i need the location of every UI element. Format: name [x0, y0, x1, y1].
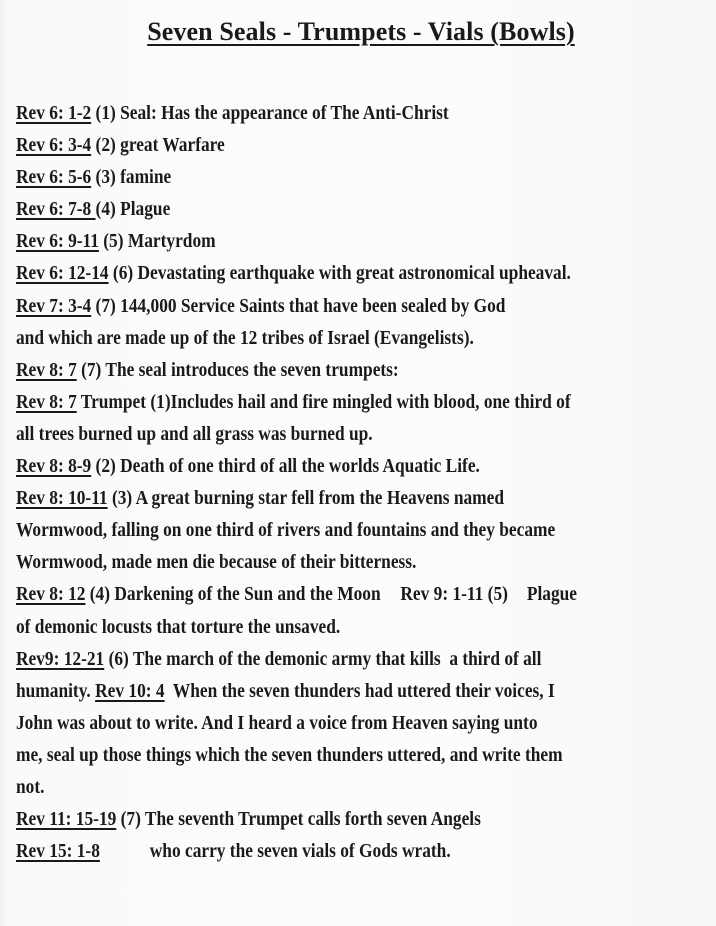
line-text: (2) great Warfare — [91, 134, 225, 157]
scripture-ref: Rev 8: 8-9 — [16, 455, 92, 478]
line-text: (7) The seventh Trumpet calls forth seven Angels — [116, 808, 481, 831]
line-text: (2) Death of one third of all the worlds Aquatic Life. — [91, 455, 480, 478]
line-text: Trumpet (1)Includes hail and fire mingled with blood, one third of — [76, 390, 571, 413]
line-vials — [16, 835, 618, 867]
line-seal-2 — [16, 129, 618, 161]
scripture-ref: Rev 6: 12-14 — [16, 262, 109, 285]
line-trumpet-6-cont — [16, 675, 618, 707]
line-text: (7) The seal introduces the seven trumpets: — [76, 358, 399, 381]
line-trumpet-1-cont — [16, 418, 618, 450]
line-text: me, seal up those things which the seven thunders uttered, and write them — [16, 743, 563, 766]
line-text: When the seven thunders had uttered their voices, I — [164, 679, 555, 702]
line-text: who carry the seven vials of Gods wrath. — [149, 840, 451, 863]
line-text: (3) A great burning star fell from the Heavens named — [107, 487, 505, 510]
line-text: of demonic locusts that torture the unsaved. — [16, 615, 341, 638]
line-thunders-cont-1 — [16, 707, 618, 739]
line-trumpet-3-cont-2 — [16, 546, 618, 578]
scripture-ref: Rev 6: 1-2 — [16, 102, 92, 124]
scripture-ref: Rev 8: 7 — [16, 358, 77, 381]
line-text: (4) Plague — [95, 198, 171, 221]
line-text: and which are made up of the 12 tribes of Israel (Evangelists). — [16, 326, 474, 349]
line-text: Plague — [526, 583, 578, 606]
line-text: (3) famine — [91, 166, 172, 189]
document-body — [16, 97, 716, 867]
line-text: Wormwood, made men die because of their bitterness. — [16, 551, 417, 574]
scripture-ref: Rev 10: 4 — [95, 679, 165, 702]
line-trumpets-intro — [16, 354, 618, 386]
line-text: (6) Devastating earthquake with great astronomical upheaval. — [108, 262, 571, 285]
line-trumpet-3-cont-1 — [16, 514, 618, 546]
line-text: Wormwood, falling on one third of rivers and fountains and they became — [16, 519, 556, 542]
line-thunders-cont-3 — [16, 771, 618, 803]
line-text: (6) The march of the demonic army that kills a third of all — [104, 647, 542, 670]
line-seal-7-cont — [16, 322, 618, 354]
line-trumpet-6 — [16, 643, 618, 675]
scripture-ref: Rev 6: 3-4 — [16, 134, 92, 157]
line-text: (1) Seal: Has the appearance of The Anti-Christ — [91, 102, 449, 124]
scripture-ref: Rev 6: 5-6 — [16, 166, 92, 189]
line-trumpet-3 — [16, 482, 618, 514]
line-text: (7) 144,000 Service Saints that have been sealed by God — [91, 294, 506, 317]
scripture-ref: Rev 6: 9-11 — [16, 230, 99, 253]
document-title — [0, 17, 716, 47]
scripture-ref: Rev 7: 3-4 — [16, 294, 92, 317]
line-trumpet-7 — [16, 803, 618, 835]
scripture-ref: Rev 11: 15-19 — [16, 808, 117, 831]
line-seal-4 — [16, 193, 618, 225]
scripture-ref: Rev 6: 7-8 — [16, 198, 96, 221]
line-trumpet-2 — [16, 450, 618, 482]
scripture-ref: Rev 15: 1-8 — [16, 840, 100, 863]
line-seal-5 — [16, 225, 618, 257]
line-text: all trees burned up and all grass was burned up. — [16, 422, 373, 445]
scripture-ref: Rev 8: 12 — [16, 583, 86, 606]
line-trumpet-5-cont — [16, 611, 618, 643]
line-trumpet-1 — [16, 386, 618, 418]
line-text: John was about to write. And I heard a voice from Heaven saying unto — [16, 711, 538, 734]
line-seal-3 — [16, 161, 618, 193]
line-text: humanity. — [16, 679, 96, 702]
line-text: not. — [16, 775, 45, 798]
scripture-ref: Rev 8: 10-11 — [16, 487, 108, 510]
scripture-ref: Rev9: 12-21 — [16, 647, 105, 670]
scripture-ref: Rev 8: 7 — [16, 390, 77, 413]
scripture-ref-plain: Rev 9: 1-11 (5) — [400, 583, 508, 606]
title-text: Seven Seals - Trumpets - Vials (Bowls) — [147, 17, 575, 46]
line-text: (5) Martyrdom — [98, 230, 216, 253]
line-thunders-cont-2 — [16, 739, 618, 771]
line-seal-1 — [16, 97, 618, 129]
line-trumpet-4-5 — [16, 578, 618, 610]
line-text: (4) Darkening of the Sun and the Moon — [85, 583, 381, 606]
line-seal-7 — [16, 290, 618, 322]
line-seal-6 — [16, 257, 618, 289]
